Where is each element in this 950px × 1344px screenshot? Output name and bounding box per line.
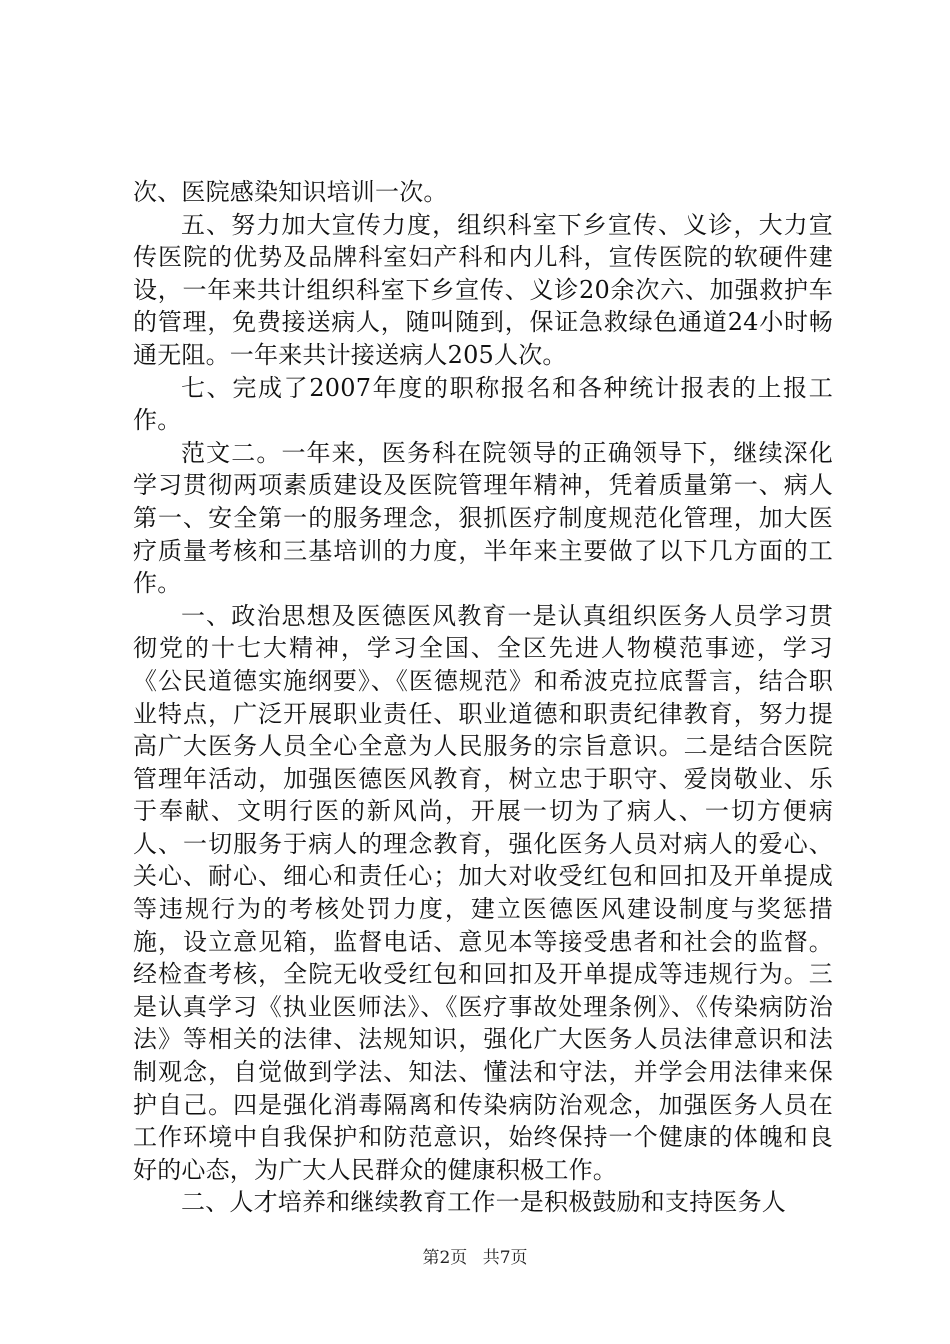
paragraph: 七、完成了2007年度的职称报名和各种统计报表的上报工作。 [133,373,833,435]
page-footer [0,1243,950,1268]
page-total: 共7页 [482,1248,528,1268]
document-body [133,176,833,1219]
paragraph: 次、医院感染知识培训一次。 [133,178,448,206]
paragraph: 二、人才培养和继续教育工作一是积极鼓励和支持医务人 [181,1188,786,1217]
paragraph: 范文二。一年来，医务科在院领导的正确领导下，继续深化学习贯彻两项素质建设及医院管理年精神，凭着质量第一、病人第一、安全第一的服务理念，狠抓医疗制度规范化管理，加大医疗质量考核和三基培训的力度，半年来主要做了以下几方面的工作。 [133,438,833,598]
paragraph: 五、努力加大宣传力度，组织科室下乡宣传、义诊，大力宣传医院的优势及品牌科室妇产科和内儿科，宣传医院的软硬件建设，一年来共计组织科室下乡宣传、义诊20余次六、加强救护车的管理，免费接送病人，随叫随到，保证急救绿色通道24小时畅通无阻。一年来共计接送病人205人次。 [133,210,833,369]
page-number: 第2页 [422,1248,468,1268]
paragraph: 一、政治思想及医德医风教育一是认真组织医务人员学习贯彻党的十七大精神，学习全国、全区先进人物模范事迹，学习《公民道德实施纲要》、《医德规范》和希波克拉底誓言，结合职业特点，广泛开展职业责任、职业道德和职责纪律教育，努力提高广大医务人员全心全意为人民服务的宗旨意识。二是结合医院管理年活动，加强医德医风教育，树立忠于职守、爱岗敬业、乐于奉献、文明行医的新风尚，开展一切为了病人、一切方便病人、一切服务于病人的理念教育，强化医务人员对病人的爱心、关心、耐心、细心和责任心；加大对收受红包和回扣及开单提成等违规行为的考核处罚力度，建立医德医风建设制度与奖惩措施，设立意见箱，监督电话、意见本等接受患者和社会的监督。经检查考核，全院无收受红包和回扣及开单提成等违规行为。三是认真学习《执业医师法》、《医疗事故处理条例》、《传染病防治法》等相关的法律、法规知识，强化广大医务人员法律意识和法制观念，自觉做到学法、知法、懂法和守法，并学会用法律来保护自己。四是强化消毒隔离和传染病防治观念，加强医务人员在工作环境中自我保护和防范意识，始终保持一个健康的体魄和良好的心态，为广大人民群众的健康积极工作。 [133,601,833,1184]
